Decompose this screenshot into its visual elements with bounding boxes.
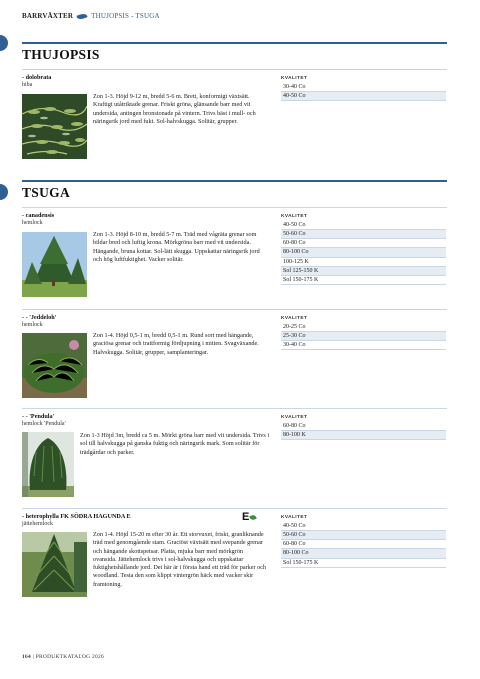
plant-photo-thujopsis [22,94,87,159]
quality-row: 40-50 Co [281,92,446,101]
quality-row: 40-50 Co [281,221,446,230]
item-description: Zon 1-3 Höjd 3m, bredd ca 5 m. Mörkt gröna barr med vit undersida. Trivs i sol till halvskugga på ganska fuktig och näringsrik mark. Som solitär för trädgårdar och parker. [80,432,270,456]
section-rule [22,180,447,182]
quality-row: 30-40 Co [281,83,446,92]
quality-table [281,414,446,440]
item-common-name: jättehemlock [22,521,53,527]
item-description: Zon 1-4. Höjd 15-20 m efter 30 år. Ett storvuxet, friskt, granliknande träd med genomgående stam. Graciöst växtsätt med svepande grenar och hängande skottspetsar. Platta, mjuka barr med mörkgrön ovansida. Jättehemlock trivs i sol-halvskugga och uppskattar fuktighetshållande jord. Det här är i första hand ett träd för parker och woodland. Testa den som klippt vintergrön häck med vacker skir framtoning. [93,531,267,588]
item-name: - - 'Pendula' [22,413,55,420]
quality-header: KVALITET [281,415,308,420]
section-tab-marker [0,184,8,200]
page-footer [22,654,104,660]
e-plant-badge-letter: E [242,511,250,523]
quality-row: Sol 125-150 K [281,267,446,276]
quality-row: 80-100 Co [281,549,446,558]
quality-table [281,213,446,285]
header-category: BARRVÄXTER [22,12,74,20]
quality-row: Sol 150-175 K [281,559,446,568]
quality-row: 100-125 K [281,258,446,267]
plant-photo-pendula [22,432,74,497]
plant-photo-jeddeloh [22,333,87,398]
quality-row: 60-80 Co [281,422,446,431]
plant-photo-canadensis [22,232,87,297]
item-name: - - 'Jeddeloh' [22,314,57,321]
item-description: Zon 1-4. Höjd 0,5-1 m, bredd 0,5-1 m. Rund sort med hängande, graciösa grenar och trattformig fördjupning i mitten. Svagväxande. Halvskugga. Solitär, grupper, samplanteringar. [93,332,259,356]
item-divider [22,508,447,509]
quality-row: 60-80 Co [281,540,446,549]
header-subcategory: THUJOPSIS - TSUGA [91,12,160,20]
footer-separator: | [31,654,36,660]
item-description: Zon 1-3. Höjd 9-12 m, bredd 5-6 m. Brett, konformigt växtsätt. Kraftigt utåtriktade grenar. Friskt gröna, glänsande barr med vit undersida, antingen bronstonade på vintern. Trivs bäst i mull- och näringsrik jord med fukt. Sol-halvskugga. Solitär, grupper. [93,93,256,125]
quality-header: KVALITET [281,515,308,520]
quality-row: 80-100 K [281,431,446,440]
quality-row: 80-100 Co [281,248,446,257]
section-title-tsuga: TSUGA [22,185,71,200]
item-description: Zon 1-3. Höjd 8-10 m, bredd 5-7 m. Träd med vågräta grenar som bildar bred och luftig krona. Mörkgröna barr med vit undersida. Hängande, bruna kottar. Sol-lätt skugga. Uppskattar näringsrik jord och hög luftfuktighet. Vacker solitär. [93,231,260,263]
item-divider [22,408,447,409]
item-name: - canadensis [22,212,55,219]
quality-row: 50-60 Co [281,531,446,540]
catalog-name: PRODUKTKATALOG 2026 [35,654,104,660]
section-tab-marker [0,35,8,51]
leaf-icon [77,12,88,20]
quality-header: KVALITET [281,316,308,321]
item-common-name: hemlock [22,322,43,328]
quality-row: 25-30 Co [281,332,446,341]
quality-row: 30-40 Co [281,341,446,350]
item-name: - dolobrata [22,74,52,81]
section-rule [22,42,447,44]
page-number: 164 [22,654,31,660]
plant-photo-heterophylla [22,532,87,597]
quality-row: 60-80 Co [281,239,446,248]
item-common-name: hiba [22,82,33,88]
section-title-thujopsis: THUJOPSIS [22,47,100,62]
item-divider [22,207,447,208]
e-plant-badge [242,511,256,523]
quality-row: 50-60 Co [281,230,446,239]
leaf-icon [250,513,258,520]
quality-table [281,75,446,101]
quality-row: Sol 150-175 K [281,276,446,285]
quality-row: 40-50 Co [281,522,446,531]
quality-row: 20-25 Co [281,323,446,332]
quality-table [281,514,446,568]
quality-table [281,315,446,350]
item-divider [22,69,447,70]
quality-header: KVALITET [281,214,308,219]
running-header [22,12,160,20]
item-common-name: hemlock 'Pendula' [22,421,66,427]
item-divider [22,309,447,310]
quality-header: KVALITET [281,76,308,81]
item-name: - heterophylla FK SÖDRA HAGUNDA E [22,513,131,520]
item-common-name: hemlock [22,220,43,226]
